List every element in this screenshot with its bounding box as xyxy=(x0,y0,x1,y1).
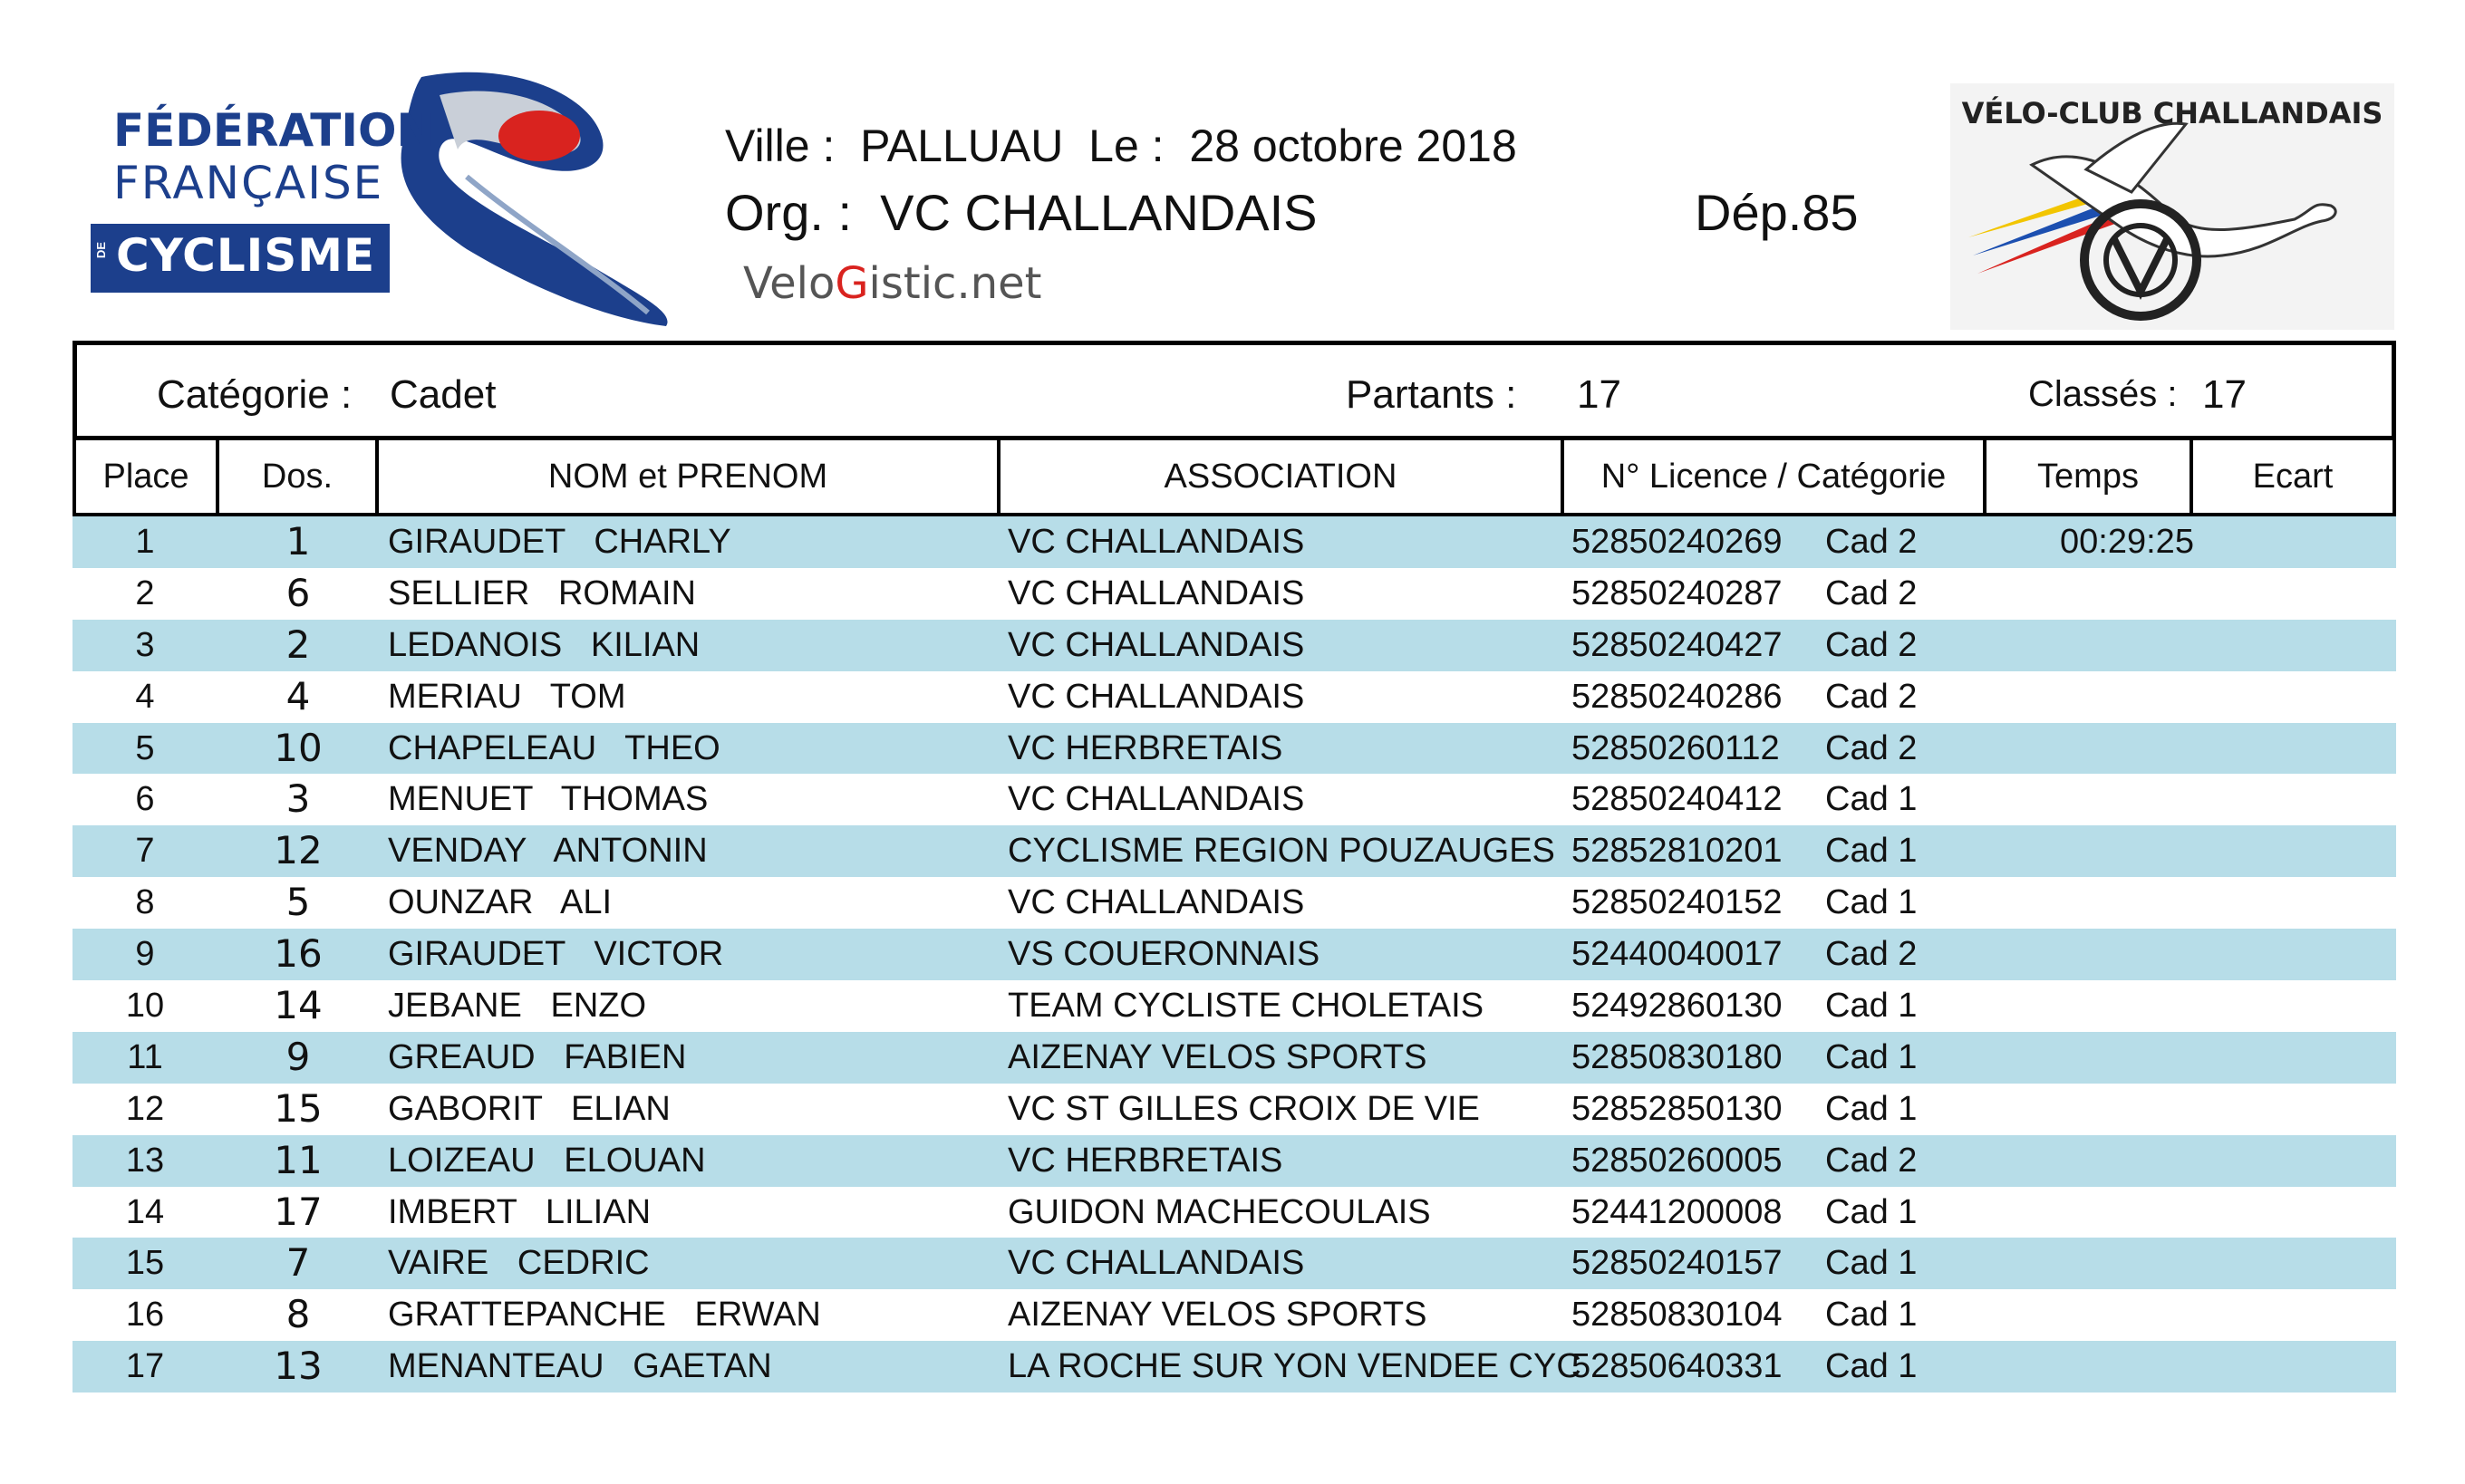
row-categorie: Cad 2 xyxy=(1825,935,1918,974)
row-licence: 52850240269 xyxy=(1571,523,1783,561)
table-row xyxy=(72,877,2396,929)
row-place: 5 xyxy=(135,728,155,767)
row-licence: 52850240157 xyxy=(1571,1244,1783,1283)
row-place: 9 xyxy=(135,935,155,974)
row-dos: 5 xyxy=(285,880,311,925)
row-categorie: Cad 2 xyxy=(1825,625,1918,664)
classes-label: Classés : xyxy=(2028,374,2178,414)
row-licence: 52850260112 xyxy=(1571,728,1780,767)
row-dos: 11 xyxy=(274,1137,323,1182)
row-nom: LEDANOIS KILIAN xyxy=(388,625,701,664)
ffc-band xyxy=(91,224,390,293)
table-row xyxy=(72,1032,2396,1084)
row-categorie: Cad 1 xyxy=(1825,1192,1918,1231)
table-row xyxy=(72,774,2396,825)
org-value: VC CHALLANDAIS xyxy=(880,184,1318,241)
date-label: Le : xyxy=(1088,120,1165,171)
row-categorie: Cad 1 xyxy=(1825,1244,1918,1283)
partants-value: 17 xyxy=(1577,372,1621,417)
col-licence: N° Licence / Catégorie xyxy=(1564,440,1986,516)
row-association: VC HERBRETAIS xyxy=(1008,1141,1283,1180)
row-nom: GIRAUDET VICTOR xyxy=(388,935,724,974)
row-nom: GRATTEPANCHE ERWAN xyxy=(388,1296,821,1335)
row-nom: VAIRE CEDRIC xyxy=(388,1244,650,1283)
row-temps: 00:29:25 xyxy=(2060,523,2194,561)
ffc-de: DE xyxy=(94,242,108,259)
table-row xyxy=(72,929,2396,980)
row-nom: JEBANE ENZO xyxy=(388,987,647,1026)
org-line xyxy=(725,183,1318,242)
row-place: 3 xyxy=(135,625,155,664)
row-licence: 52850240427 xyxy=(1571,625,1783,664)
row-dos: 2 xyxy=(285,622,311,667)
row-association: CYCLISME REGION POUZAUGES xyxy=(1008,832,1555,871)
table-row xyxy=(72,723,2396,775)
row-categorie: Cad 1 xyxy=(1825,780,1918,819)
row-place: 10 xyxy=(125,987,165,1026)
row-licence: 52852810201 xyxy=(1571,832,1783,871)
table-row xyxy=(72,980,2396,1032)
table-row xyxy=(72,671,2396,723)
row-dos: 14 xyxy=(274,983,323,1028)
row-dos: 17 xyxy=(274,1189,323,1234)
partants-label: Partants : xyxy=(1346,372,1517,417)
table-row xyxy=(72,825,2396,877)
date-value: 28 octobre 2018 xyxy=(1189,120,1517,171)
row-licence: 52850830104 xyxy=(1571,1296,1783,1335)
row-categorie: Cad 2 xyxy=(1825,728,1918,767)
row-dos: 13 xyxy=(274,1344,323,1389)
row-association: TEAM CYCLISTE CHOLETAIS xyxy=(1008,987,1484,1026)
row-dos: 6 xyxy=(285,570,311,615)
table-row xyxy=(72,1341,2396,1392)
row-association: VC CHALLANDAIS xyxy=(1008,1244,1305,1283)
col-dos: Dos. xyxy=(219,440,379,516)
ville-value: PALLUAU xyxy=(860,120,1064,171)
row-nom: GIRAUDET CHARLY xyxy=(388,523,731,561)
velogistic-site xyxy=(743,258,1041,309)
ffc-line3: CYCLISME xyxy=(116,229,376,282)
table-row xyxy=(72,568,2396,620)
row-place: 2 xyxy=(135,573,155,612)
row-place: 17 xyxy=(125,1347,165,1386)
col-nom: NOM et PRENOM xyxy=(379,440,1000,516)
row-association: VC ST GILLES CROIX DE VIE xyxy=(1008,1089,1480,1128)
row-licence: 52850240152 xyxy=(1571,883,1783,922)
table-header xyxy=(72,440,2396,516)
row-association: VC HERBRETAIS xyxy=(1008,728,1283,767)
row-nom: SELLIER ROMAIN xyxy=(388,573,696,612)
row-place: 16 xyxy=(125,1296,165,1335)
ffc-logo xyxy=(86,68,684,331)
row-categorie: Cad 1 xyxy=(1825,883,1918,922)
row-association: LA ROCHE SUR YON VENDEE CYC xyxy=(1008,1347,1581,1386)
ville-line xyxy=(725,120,1517,172)
row-categorie: Cad 1 xyxy=(1825,987,1918,1026)
row-nom: MENANTEAU GAETAN xyxy=(388,1347,772,1386)
club-logo-title: VÉLO-CLUB CHALLANDAIS xyxy=(1961,96,2383,130)
table-row xyxy=(72,1084,2396,1135)
table-row xyxy=(72,1289,2396,1341)
row-association: AIZENAY VELOS SPORTS xyxy=(1008,1037,1427,1076)
row-place: 13 xyxy=(125,1141,165,1180)
col-temps: Temps xyxy=(1986,440,2193,516)
site-pre: Velo xyxy=(743,258,836,309)
row-nom: IMBERT LILIAN xyxy=(388,1192,652,1231)
bird-wheel-icon xyxy=(1950,83,2394,330)
club-logo xyxy=(1950,83,2394,330)
row-categorie: Cad 1 xyxy=(1825,1089,1918,1128)
row-licence: 52852850130 xyxy=(1571,1089,1783,1128)
row-association: VC CHALLANDAIS xyxy=(1008,677,1305,716)
table-row xyxy=(72,516,2396,568)
classes-value: 17 xyxy=(2202,372,2247,417)
row-licence: 52492860130 xyxy=(1571,987,1783,1026)
table-row xyxy=(72,1238,2396,1289)
row-association: AIZENAY VELOS SPORTS xyxy=(1008,1296,1427,1335)
row-dos: 4 xyxy=(285,673,311,718)
row-dos: 10 xyxy=(274,725,323,770)
row-nom: GREAUD FABIEN xyxy=(388,1037,687,1076)
row-place: 7 xyxy=(135,832,155,871)
row-licence: 52850240287 xyxy=(1571,573,1783,612)
category-box xyxy=(72,341,2396,440)
row-categorie: Cad 1 xyxy=(1825,1037,1918,1076)
site-post: istic.net xyxy=(868,258,1042,309)
col-ecart: Ecart xyxy=(2193,440,2396,516)
row-place: 4 xyxy=(135,677,155,716)
row-categorie: Cad 1 xyxy=(1825,1296,1918,1335)
row-categorie: Cad 2 xyxy=(1825,677,1918,716)
row-association: VC CHALLANDAIS xyxy=(1008,523,1305,561)
col-association: ASSOCIATION xyxy=(1000,440,1564,516)
row-nom: GABORIT ELIAN xyxy=(388,1089,671,1128)
row-dos: 12 xyxy=(274,828,323,873)
row-association: VC CHALLANDAIS xyxy=(1008,780,1305,819)
row-place: 1 xyxy=(135,523,155,561)
ffc-line2: FRANÇAISE xyxy=(113,157,384,209)
row-categorie: Cad 2 xyxy=(1825,573,1918,612)
row-place: 8 xyxy=(135,883,155,922)
row-dos: 3 xyxy=(285,776,311,822)
row-categorie: Cad 1 xyxy=(1825,832,1918,871)
row-nom: MENUET THOMAS xyxy=(388,780,709,819)
row-place: 15 xyxy=(125,1244,165,1283)
row-licence: 52850640331 xyxy=(1571,1347,1783,1386)
row-dos: 8 xyxy=(285,1292,311,1337)
row-place: 12 xyxy=(125,1089,165,1128)
row-licence: 52441200008 xyxy=(1571,1192,1783,1231)
col-place: Place xyxy=(72,440,219,516)
row-dos: 15 xyxy=(274,1085,323,1131)
departement: Dép.85 xyxy=(1695,184,1859,241)
row-licence: 52850830180 xyxy=(1571,1037,1783,1076)
row-nom: CHAPELEAU THEO xyxy=(388,728,720,767)
site-g: G xyxy=(835,258,869,309)
row-dos: 7 xyxy=(285,1240,311,1286)
table-row xyxy=(72,620,2396,671)
row-licence: 52850240286 xyxy=(1571,677,1783,716)
category-value: Cadet xyxy=(390,372,497,417)
row-licence: 52850240412 xyxy=(1571,780,1783,819)
row-nom: OUNZAR ALI xyxy=(388,883,613,922)
row-place: 11 xyxy=(127,1037,163,1076)
row-nom: VENDAY ANTONIN xyxy=(388,832,708,871)
row-association: VC CHALLANDAIS xyxy=(1008,625,1305,664)
row-nom: MERIAU TOM xyxy=(388,677,626,716)
row-dos: 9 xyxy=(285,1034,311,1079)
category-label: Catégorie : xyxy=(157,372,353,417)
table-row xyxy=(72,1187,2396,1238)
results-table xyxy=(72,516,2396,1392)
row-association: GUIDON MACHECOULAIS xyxy=(1008,1192,1431,1231)
row-categorie: Cad 2 xyxy=(1825,1141,1918,1180)
table-row xyxy=(72,1135,2396,1187)
row-association: VC CHALLANDAIS xyxy=(1008,573,1305,612)
row-dos: 1 xyxy=(285,519,311,564)
row-licence: 52850260005 xyxy=(1571,1141,1783,1180)
row-nom: LOIZEAU ELOUAN xyxy=(388,1141,706,1180)
row-categorie: Cad 2 xyxy=(1825,523,1918,561)
row-place: 6 xyxy=(135,780,155,819)
org-label: Org. : xyxy=(725,184,853,241)
row-dos: 16 xyxy=(274,931,323,977)
row-categorie: Cad 1 xyxy=(1825,1347,1918,1386)
ffc-line1: FÉDÉRATION xyxy=(113,104,435,157)
row-place: 14 xyxy=(125,1192,165,1231)
row-association: VC CHALLANDAIS xyxy=(1008,883,1305,922)
row-licence: 52440040017 xyxy=(1571,935,1783,974)
row-association: VS COUERONNAIS xyxy=(1008,935,1320,974)
ville-label: Ville : xyxy=(725,120,836,171)
